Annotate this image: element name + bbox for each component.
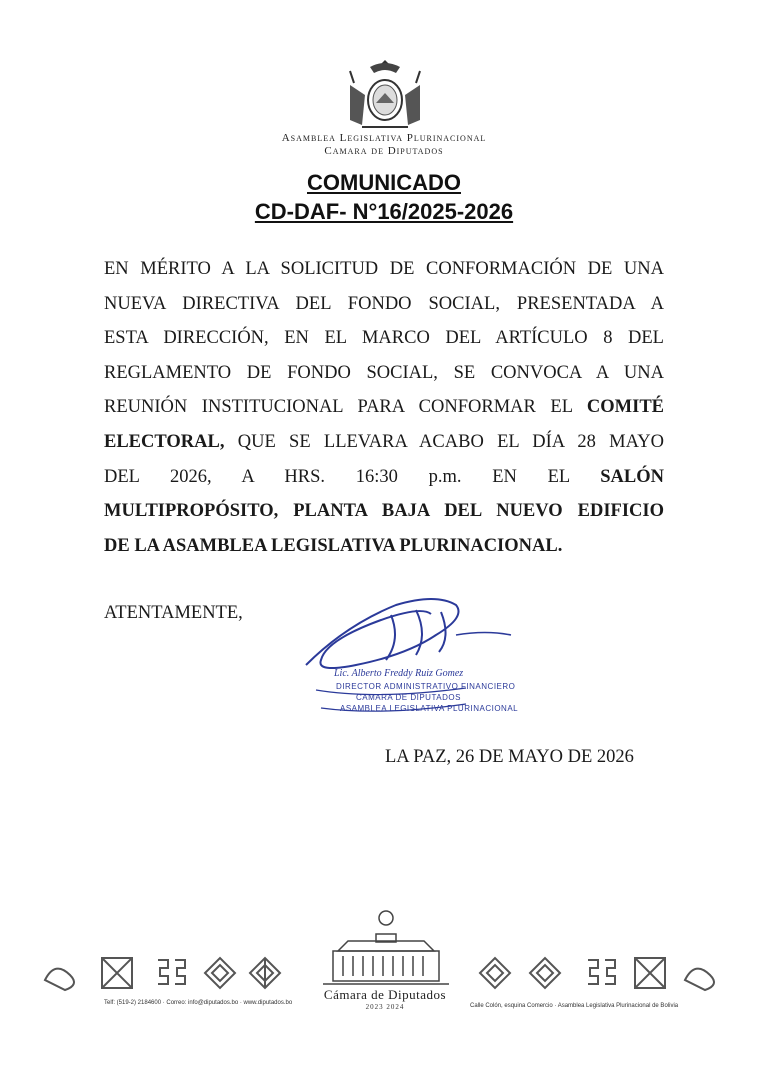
body-line: ESTA DIRECCIÓN, EN EL MARCO DEL ARTÍCULO 8 DEL [104, 328, 664, 349]
footer-address: Calle Colón, esquina Comercio · Asamblea Legislativa Plurinacional de Bolivia [470, 1003, 679, 1009]
footer-chamber-name: Cámara de Diputados [323, 987, 447, 1002]
andean-motif-icon [40, 950, 300, 995]
body-line [104, 460, 664, 495]
place-and-date: LA PAZ, 26 DE MAYO DE 2026 [385, 747, 634, 767]
body-bold-segment: MULTIPROPÓSITO, PLANTA BAJA DEL NUEVO EDIFICIO [104, 501, 664, 522]
body-bold-segment: SALÓN [600, 466, 664, 487]
signatory-name: Lic. Alberto Freddy Ruiz Gomez [334, 668, 464, 679]
body-line [104, 494, 664, 529]
body-line [104, 529, 664, 564]
document-reference: CD-DAF- N°16/2025-2026 [254, 199, 514, 224]
closing-salutation: ATENTAMENTE, [104, 603, 243, 623]
signatory-chamber: CAMARA DE DIPUTADOS [356, 693, 461, 702]
body-line: EN MÉRITO A LA SOLICITUD DE CONFORMACIÓN DE UNA [104, 259, 664, 279]
body-bold-segment: COMITÉ [586, 397, 664, 418]
communique-body [104, 252, 664, 563]
body-text-segment: DEL 2026, A HRS. 16:30 p.m. EN EL [104, 466, 601, 487]
institution-name: Asamblea Legislativa Plurinacional [281, 132, 487, 144]
body-bold-segment: DE LA ASAMBLEA LEGISLATIVA PLURINACIONAL. [104, 535, 563, 556]
signatory-institution: ASAMBLEA LEGISLATIVA PLURINACIONAL [340, 704, 519, 713]
document-title: COMUNICADO [307, 170, 461, 195]
bolivia-coat-of-arms-icon [340, 55, 430, 135]
chamber-building-icon [318, 906, 454, 996]
body-text-segment: QUE SE LLEVARA ACABO EL DÍA 28 MAYO [224, 431, 664, 452]
body-line: NUEVA DIRECTIVA DEL FONDO SOCIAL, PRESENTADA A [104, 293, 664, 314]
body-bold-segment: ELECTORAL, [104, 431, 225, 452]
footer-legislature-years: 2023 2024 [365, 1003, 405, 1011]
andean-motif-icon [470, 950, 730, 995]
body-text-segment: REUNIÓN INSTITUCIONAL PARA CONFORMAR EL [104, 397, 587, 418]
chamber-name: Camara de Diputados [324, 145, 444, 157]
signatory-role: DIRECTOR ADMINISTRATIVO FINANCIERO [336, 682, 516, 691]
footer-contact: Telf: (519-2) 2184600 · Correo: info@diputados.bo · www.diputados.bo [104, 1000, 293, 1006]
body-line [104, 390, 664, 425]
body-line [104, 425, 664, 460]
body-line: REGLAMENTO DE FONDO SOCIAL, SE CONVOCA A UNA [104, 362, 664, 383]
